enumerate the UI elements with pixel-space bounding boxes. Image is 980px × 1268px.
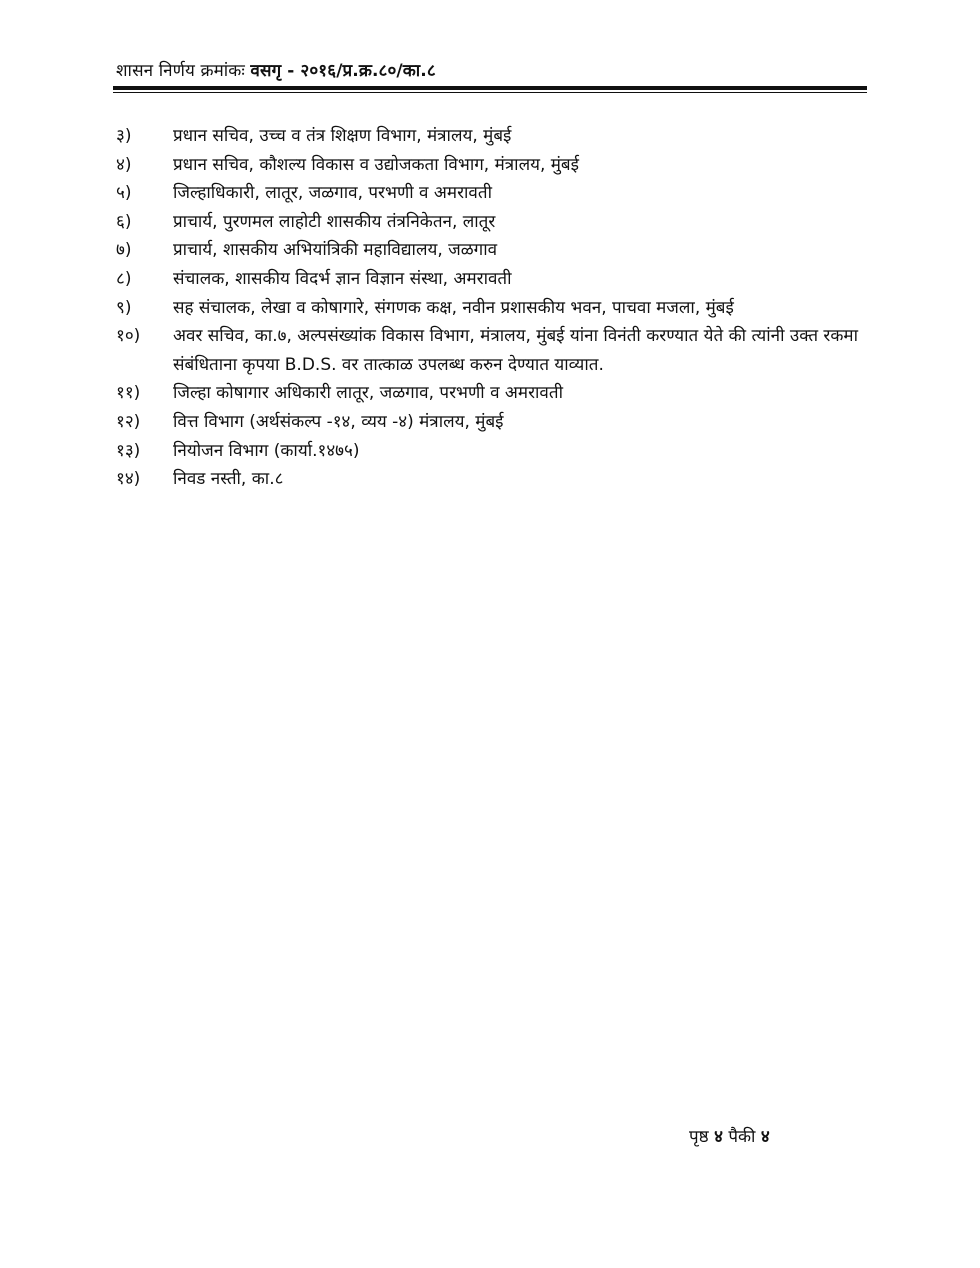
list-item: [116, 122, 906, 151]
header-reference-number: वसगृ - २०१६/प्र.क्र.८०/का.८: [250, 61, 436, 81]
header-prefix: शासन निर्णय क्रमांकः: [116, 61, 245, 81]
list-item: [116, 294, 906, 323]
list-item-text: संचालक, शासकीय विदर्भ ज्ञान विज्ञान संस्था, अमरावती: [173, 268, 512, 289]
header-divider-thin: [113, 92, 867, 93]
list-item: [116, 179, 906, 208]
list-item: [116, 208, 906, 237]
page-number: [689, 1124, 770, 1147]
list-item: [116, 408, 906, 437]
page-total: ४: [760, 1127, 770, 1147]
list-item-text: जिल्हाधिकारी, लातूर, जळगाव, परभणी व अमरावती: [173, 183, 492, 204]
list-item-number: ५): [116, 183, 132, 204]
list-item-text: अवर सचिव, का.७, अल्पसंख्यांक विकास विभाग, मंत्रालय, मुंबई यांना विनंती करण्यात येते की त्यांनी उक्त रकमा संबंधिताना कृपया B.D.S. वर तात्काळ उपलब्ध करुन देण्यात याव्यात.: [173, 326, 859, 375]
list-item-text: जिल्हा कोषागार अधिकारी लातूर, जळगाव, परभणी व अमरावती: [173, 383, 563, 404]
list-item-number: ११): [116, 383, 141, 404]
list-item-text: निवड नस्ती, का.८: [173, 469, 284, 490]
header-divider-thick: [113, 86, 867, 90]
list-item-text: सह संचालक, लेखा व कोषागारे, संगणक कक्ष, नवीन प्रशासकीय भवन, पाचवा मजला, मुंबई: [173, 297, 734, 318]
list-item-number: १३): [116, 440, 141, 461]
list-item: [116, 379, 906, 408]
list-item: [116, 236, 906, 265]
list-item-text: वित्त विभाग (अर्थसंकल्प -१४, व्यय -४) मंत्रालय, मुंबई: [173, 411, 504, 432]
list-item-text: प्रधान सचिव, कौशल्य विकास व उद्योजकता विभाग, मंत्रालय, मुंबई: [173, 154, 579, 175]
list-item-number: ८): [116, 268, 132, 289]
page-of-word: पैकी: [728, 1127, 756, 1147]
distribution-list: [116, 122, 906, 494]
list-item-number: १०): [116, 326, 141, 347]
list-item-number: १४): [116, 469, 141, 490]
list-item-number: ९): [116, 297, 132, 318]
list-item-number: ४): [116, 154, 132, 175]
list-item: [116, 151, 906, 180]
list-item-number: १२): [116, 411, 141, 432]
page-word: पृष्ठ: [689, 1127, 709, 1147]
list-item: [116, 465, 906, 494]
list-item-number: ६): [116, 211, 132, 232]
list-item-text: नियोजन विभाग (कार्या.१४७५): [173, 440, 360, 461]
list-item: [116, 437, 906, 466]
document-header: [116, 58, 436, 81]
list-item-text: प्राचार्य, पुरणमल लाहोटी शासकीय तंत्रनिकेतन, लातूर: [173, 211, 496, 232]
list-item: [116, 265, 906, 294]
list-item-text: प्राचार्य, शासकीय अभियांत्रिकी महाविद्यालय, जळगाव: [173, 240, 498, 261]
list-item-number: ३): [116, 126, 132, 146]
list-item-text: प्रधान सचिव, उच्च व तंत्र शिक्षण विभाग, मंत्रालय, मुंबई: [173, 126, 512, 146]
page-current: ४: [714, 1127, 723, 1147]
list-item: [116, 322, 906, 379]
list-item-number: ७): [116, 240, 132, 261]
